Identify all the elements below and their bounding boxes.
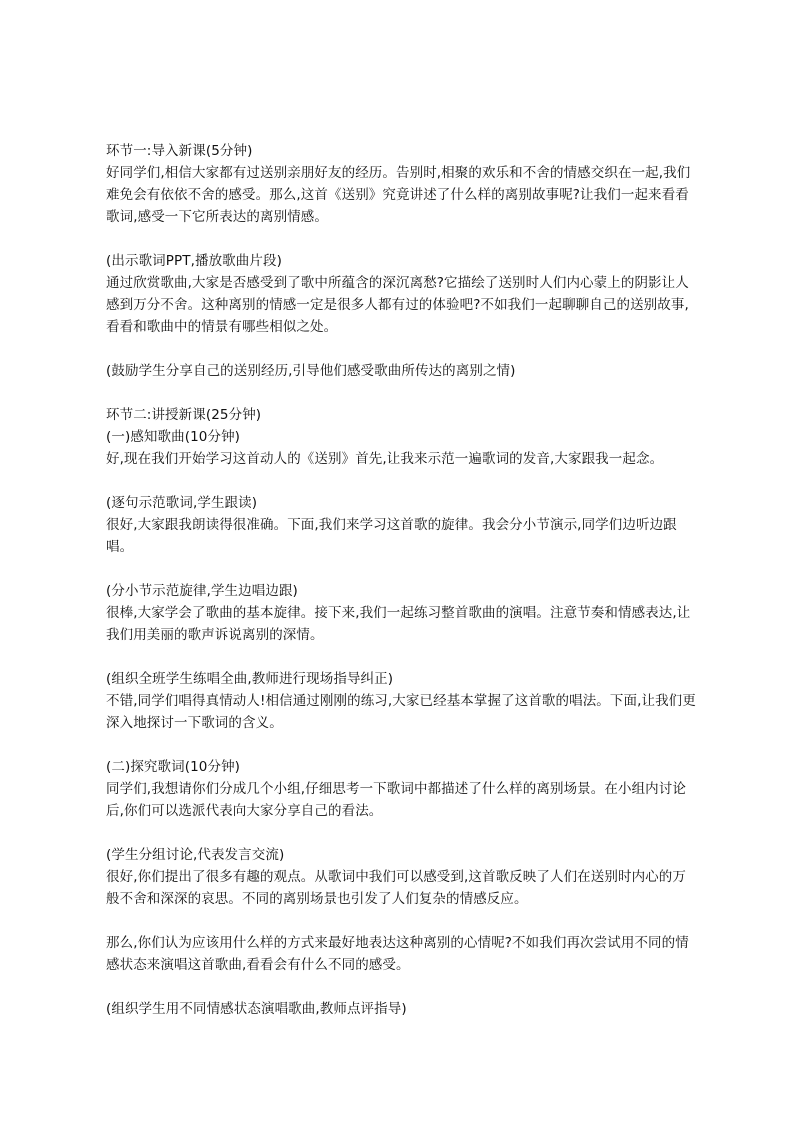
stage-direction: (逐句示范歌词,学生跟读) <box>106 495 258 511</box>
stage-direction: (组织学生用不同情感状态演唱歌曲,教师点评指导) <box>106 1001 407 1017</box>
stage-direction-block <box>106 998 696 1020</box>
stage-direction-block <box>106 492 696 558</box>
subsection-heading: (二)探究歌词(10分钟) <box>106 759 241 775</box>
section-teaching <box>106 404 696 470</box>
paragraph-block <box>106 932 696 976</box>
stage-direction: (出示歌词PPT,播放歌曲片段) <box>106 253 282 269</box>
paragraph: 不错,同学们唱得真情动人!相信通过刚刚的练习,大家已经基本掌握了这首歌的唱法。下面,让我们更深入地探讨一下歌词的含义。 <box>106 693 696 731</box>
paragraph: 那么,你们认为应该用什么样的方式来最好地表达这种离别的心情呢?不如我们再次尝试用不同的情感状态来演唱这首歌曲,看看会有什么不同的感受。 <box>106 935 689 973</box>
stage-direction-block <box>106 580 696 646</box>
paragraph: 同学们,我想请你们分成几个小组,仔细思考一下歌词中都描述了什么样的离别场景。在小组内讨论后,你们可以选派代表向大家分享自己的看法。 <box>106 781 686 819</box>
paragraph: 好同学们,相信大家都有过送别亲朋好友的经历。告别时,相聚的欢乐和不舍的情感交织在一起,我们难免会有依依不舍的感受。那么,这首《送别》究竟讲述了什么样的离别故事呢?让我们一起来看看歌词,感受一下它所表达的离别情感。 <box>106 165 691 225</box>
paragraph: 通过欣赏歌曲,大家是否感受到了歌中所蕴含的深沉离愁?它描绘了送别时人们内心蒙上的阴影让人感到万分不舍。这种离别的情感一定是很多人都有过的体验吧?不如我们一起聊聊自己的送别故事,看看和歌曲中的情景有哪些相似之处。 <box>106 275 689 335</box>
stage-direction: (学生分组讨论,代表发言交流) <box>106 847 285 863</box>
stage-direction: (鼓励学生分享自己的送别经历,引导他们感受歌曲所传达的离别之情) <box>106 363 516 379</box>
stage-direction-block <box>106 844 696 910</box>
section-heading: 环节一:导入新课(5分钟) <box>106 143 253 159</box>
stage-direction: (分小节示范旋律,学生边唱边跟) <box>106 583 298 599</box>
section-heading: 环节二:讲授新课(25分钟) <box>106 407 262 423</box>
document-body <box>106 140 696 1042</box>
stage-direction-block <box>106 668 696 734</box>
stage-direction-block <box>106 360 696 382</box>
paragraph: 好,现在我们开始学习这首动人的《送别》首先,让我来示范一遍歌词的发音,大家跟我一起念。 <box>106 451 664 467</box>
subsection-heading: (一)感知歌曲(10分钟) <box>106 429 241 445</box>
paragraph: 很好,大家跟我朗读得很准确。下面,我们来学习这首歌的旋律。我会分小节演示,同学们边听边跟唱。 <box>106 517 677 555</box>
paragraph: 很好,你们提出了很多有趣的观点。从歌词中我们可以感受到,这首歌反映了人们在送别时内心的万般不舍和深深的哀思。不同的离别场景也引发了人们复杂的情感反应。 <box>106 869 686 907</box>
paragraph: 很棒,大家学会了歌曲的基本旋律。接下来,我们一起练习整首歌曲的演唱。注意节奏和情感表达,让我们用美丽的歌声诉说离别的深情。 <box>106 605 691 643</box>
section-intro <box>106 140 696 228</box>
stage-direction: (组织全班学生练唱全曲,教师进行现场指导纠正) <box>106 671 394 687</box>
subsection-lyrics <box>106 756 696 822</box>
stage-direction-block <box>106 250 696 338</box>
